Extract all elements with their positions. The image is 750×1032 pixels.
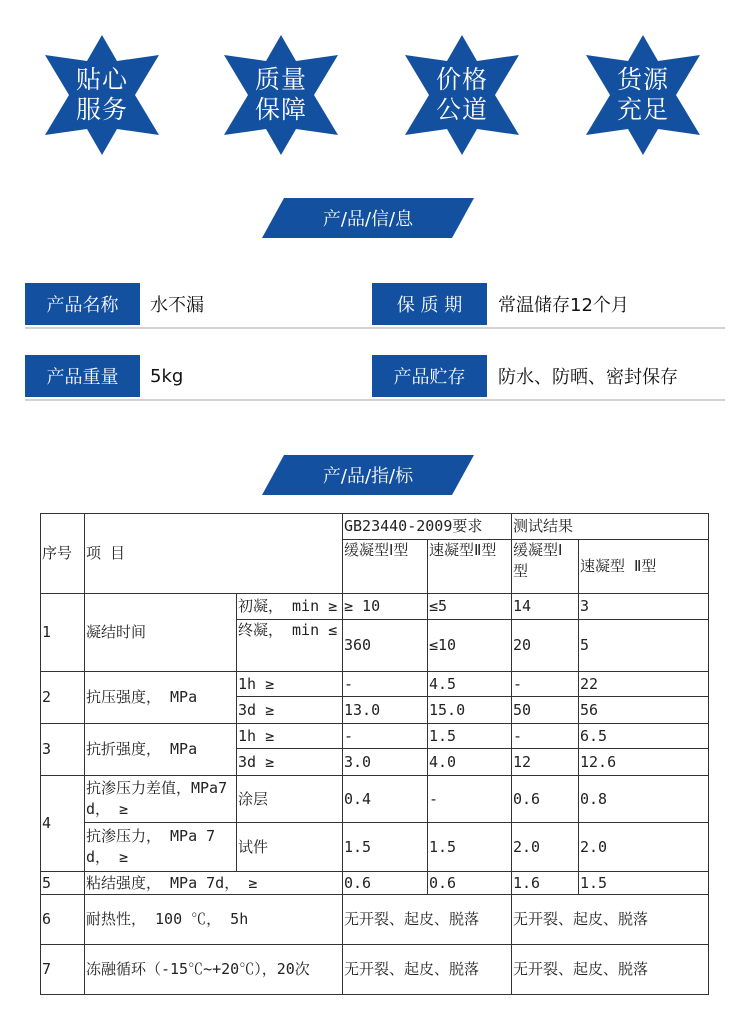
cell-item: 冻融循环（-15℃~+20℃），20次 — [85, 945, 343, 995]
header-fast: 速凝型Ⅱ型 — [428, 540, 512, 594]
table-row — [41, 872, 709, 895]
badge-line1: 贴心 — [75, 65, 128, 94]
cell-value: 3 — [579, 594, 709, 620]
cell-item: 粘结强度， MPa 7d， ≥ — [85, 872, 343, 895]
cell-value: 1.5 — [428, 823, 512, 872]
info-label: 产品重量 — [25, 355, 140, 397]
cell-item: 抗渗压力， MPa 7d， ≥ — [85, 823, 237, 872]
cell-value: 360 — [343, 620, 428, 672]
cell-value: 3.0 — [343, 749, 428, 776]
cell-value: 2.0 — [579, 823, 709, 872]
section-header-spec — [262, 455, 474, 495]
cell-value: - — [428, 776, 512, 823]
table-row — [41, 724, 709, 749]
header-slow-test: 缓凝型Ⅰ型 — [512, 540, 579, 594]
cell-value: - — [512, 724, 579, 749]
info-label: 保 质 期 — [372, 283, 487, 325]
section-header-info — [262, 198, 474, 238]
cell-value: 1.5 — [428, 724, 512, 749]
info-value: 水不漏 — [150, 295, 204, 316]
table-row — [41, 594, 709, 620]
cell-value: 0.4 — [343, 776, 428, 823]
info-value: 常温储存12个月 — [498, 295, 629, 316]
cell-value: - — [343, 672, 428, 697]
header-test: 测试结果 — [512, 514, 709, 540]
cell-value: 50 — [512, 697, 579, 724]
badge-line1: 货源 — [616, 65, 669, 94]
cell-value: 1.5 — [343, 823, 428, 872]
badge-line2: 公道 — [435, 95, 488, 124]
cell-value: - — [343, 724, 428, 749]
info-value: 防水、防晒、密封保存 — [498, 367, 678, 388]
cell-sub: 初凝， min ≥ — [237, 594, 343, 620]
cell-item: 抗折强度， MPa — [85, 724, 237, 776]
cell-value: 6.5 — [579, 724, 709, 749]
cell-seq: 1 — [41, 594, 85, 672]
cell-value: 4.5 — [428, 672, 512, 697]
cell-test: 无开裂、起皮、脱落 — [512, 945, 709, 995]
cell-value: ≤5 — [428, 594, 512, 620]
cell-value: 20 — [512, 620, 579, 672]
badge-line1: 价格 — [435, 65, 488, 94]
header-slow: 缓凝型Ⅰ型 — [343, 540, 428, 594]
badge-line2: 充足 — [616, 95, 669, 124]
cell-seq: 3 — [41, 724, 85, 776]
cell-item: 抗压强度， MPa — [85, 672, 237, 724]
cell-standard: 无开裂、起皮、脱落 — [343, 945, 512, 995]
cell-sub: 涂层 — [237, 776, 343, 823]
cell-value: 56 — [579, 697, 709, 724]
cell-seq: 5 — [41, 872, 85, 895]
cell-value: ≥ 10 — [343, 594, 428, 620]
badge-supply — [578, 35, 708, 155]
cell-value: 22 — [579, 672, 709, 697]
cell-value: 13.0 — [343, 697, 428, 724]
cell-seq: 7 — [41, 945, 85, 995]
header-fast-test: 速凝型 Ⅱ型 — [579, 540, 709, 594]
section-title: 产/品/信/息 — [322, 209, 414, 230]
cell-value: 14 — [512, 594, 579, 620]
cell-value: 0.6 — [512, 776, 579, 823]
cell-value: 1.6 — [512, 872, 579, 895]
cell-seq: 6 — [41, 895, 85, 945]
cell-value: 12.6 — [579, 749, 709, 776]
badge-quality — [216, 35, 346, 155]
cell-value: 0.6 — [343, 872, 428, 895]
cell-item: 抗渗压力差值，MPa7d， ≥ — [85, 776, 237, 823]
section-title: 产/品/指/标 — [322, 466, 414, 487]
cell-value: 12 — [512, 749, 579, 776]
info-label: 产品名称 — [25, 283, 140, 325]
info-value: 5kg — [150, 365, 184, 387]
table-row — [41, 823, 709, 872]
badge-line1: 质量 — [254, 65, 307, 94]
cell-value: 0.8 — [579, 776, 709, 823]
cell-test: 无开裂、起皮、脱落 — [512, 895, 709, 945]
spec-table — [40, 513, 709, 995]
table-row — [41, 945, 709, 995]
cell-sub: 试件 — [237, 823, 343, 872]
table-row — [41, 514, 709, 540]
table-row — [41, 895, 709, 945]
table-row — [41, 776, 709, 823]
cell-sub: 3d ≥ — [237, 749, 343, 776]
cell-sub: 1h ≥ — [237, 672, 343, 697]
cell-value: - — [512, 672, 579, 697]
info-row-1 — [25, 283, 725, 329]
info-label: 产品贮存 — [372, 355, 487, 397]
header-seq: 序号 — [41, 514, 85, 594]
header-item: 项 目 — [85, 514, 343, 594]
cell-sub: 1h ≥ — [237, 724, 343, 749]
cell-value: 4.0 — [428, 749, 512, 776]
cell-item: 耐热性， 100 ℃， 5h — [85, 895, 343, 945]
cell-standard: 无开裂、起皮、脱落 — [343, 895, 512, 945]
cell-value: 1.5 — [579, 872, 709, 895]
cell-value: 0.6 — [428, 872, 512, 895]
cell-value: ≤10 — [428, 620, 512, 672]
cell-item: 凝结时间 — [85, 594, 237, 672]
cell-sub: 3d ≥ — [237, 697, 343, 724]
table-row — [41, 672, 709, 697]
badge-price — [397, 35, 527, 155]
badge-service — [37, 35, 167, 155]
cell-seq: 2 — [41, 672, 85, 724]
badge-line2: 服务 — [75, 95, 128, 124]
cell-sub: 终凝， min ≤ — [237, 620, 343, 672]
cell-value: 5 — [579, 620, 709, 672]
cell-seq: 4 — [41, 776, 85, 872]
cell-value: 15.0 — [428, 697, 512, 724]
info-row-2 — [25, 355, 725, 401]
header-standard: GB23440-2009要求 — [343, 514, 512, 540]
badge-line2: 保障 — [254, 95, 307, 124]
cell-value: 2.0 — [512, 823, 579, 872]
